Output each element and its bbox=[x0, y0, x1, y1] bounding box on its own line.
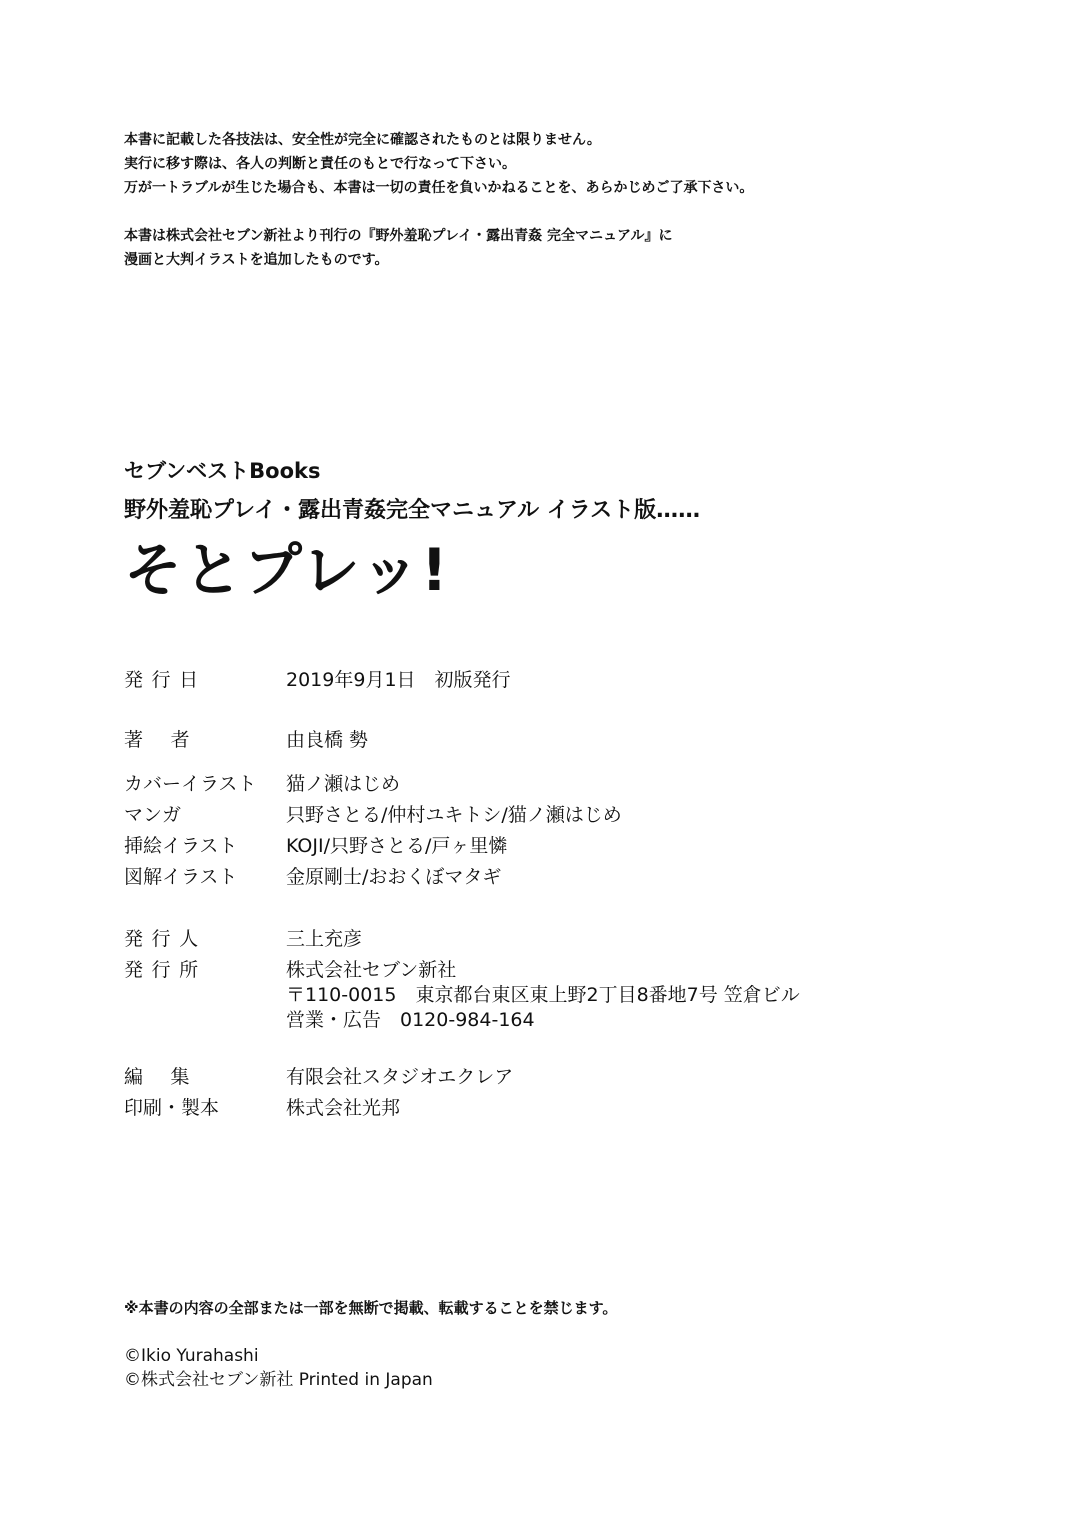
issue-date-value: 2019年9月1日 初版発行 bbox=[286, 669, 511, 691]
cover-illustration-value: 猫ノ瀬はじめ bbox=[286, 773, 401, 795]
disclaimer-notice bbox=[124, 128, 753, 200]
manga-label: マンガ bbox=[124, 804, 182, 826]
disclaimer-line-3: 万が一トラブルが生じた場合も、本書は一切の責任を負いかねることを、あらかじめご了承下さい。 bbox=[124, 180, 754, 196]
book-subtitle: 野外羞恥プレイ・露出青姦完全マニュアル イラスト版…… bbox=[124, 498, 701, 523]
disclaimer-line-1: 本書に記載した各技法は、安全性が完全に確認されたものとは限りません。 bbox=[124, 132, 601, 148]
publisher-person-value: 三上充彦 bbox=[286, 928, 363, 950]
inset-illustration-value: KOJI/只野さとる/戸ヶ里憐 bbox=[286, 835, 508, 857]
publisher-phone: 営業・広告 0120-984-164 bbox=[286, 1009, 535, 1031]
publisher-person-label: 発行人 bbox=[124, 928, 207, 950]
edition-note bbox=[124, 224, 673, 272]
diagram-illustration-label: 図解イラスト bbox=[124, 866, 238, 888]
author-value: 由良橋 勢 bbox=[286, 729, 369, 751]
cover-illustration-label: カバーイラスト bbox=[124, 773, 257, 795]
reproduction-prohibition: ※本書の内容の全部または一部を無断で掲載、転載することを禁じます。 bbox=[124, 1299, 618, 1317]
disclaimer-line-2: 実行に移す際は、各人の判断と責任のもとで行なって下さい。 bbox=[124, 156, 516, 172]
series-name: セブンベストBooks bbox=[124, 459, 321, 483]
author-label: 著者 bbox=[124, 729, 218, 751]
manga-value: 只野さとる/仲村ユキトシ/猫ノ瀬はじめ bbox=[286, 804, 622, 826]
editor-value: 有限会社スタジオエクレア bbox=[286, 1066, 514, 1088]
author-copyright: ©Ikio Yurahashi bbox=[124, 1346, 259, 1366]
publisher-company-label: 発行所 bbox=[124, 959, 207, 981]
editor-label: 編集 bbox=[124, 1066, 218, 1088]
publisher-address: 〒110-0015 東京都台東区東上野2丁目8番地7号 笠倉ビル bbox=[286, 984, 800, 1006]
edition-note-line-2: 漫画と大判イラストを追加したものです。 bbox=[124, 252, 389, 268]
diagram-illustration-value: 金原剛士/おおくぼマタギ bbox=[286, 866, 502, 888]
printing-label: 印刷・製本 bbox=[124, 1097, 220, 1119]
publisher-company-value: 株式会社セブン新社 bbox=[286, 959, 457, 981]
edition-note-line-1: 本書は株式会社セブン新社より刊行の『野外羞恥プレイ・露出青姦 完全マニュアル』に bbox=[124, 228, 673, 244]
inset-illustration-label: 挿絵イラスト bbox=[124, 835, 238, 857]
book-title: そとプレッ! bbox=[124, 536, 450, 604]
issue-date-label: 発行日 bbox=[124, 669, 207, 691]
printing-value: 株式会社光邦 bbox=[286, 1097, 401, 1119]
publisher-copyright: ©株式会社セブン新社 Printed in Japan bbox=[124, 1370, 433, 1390]
